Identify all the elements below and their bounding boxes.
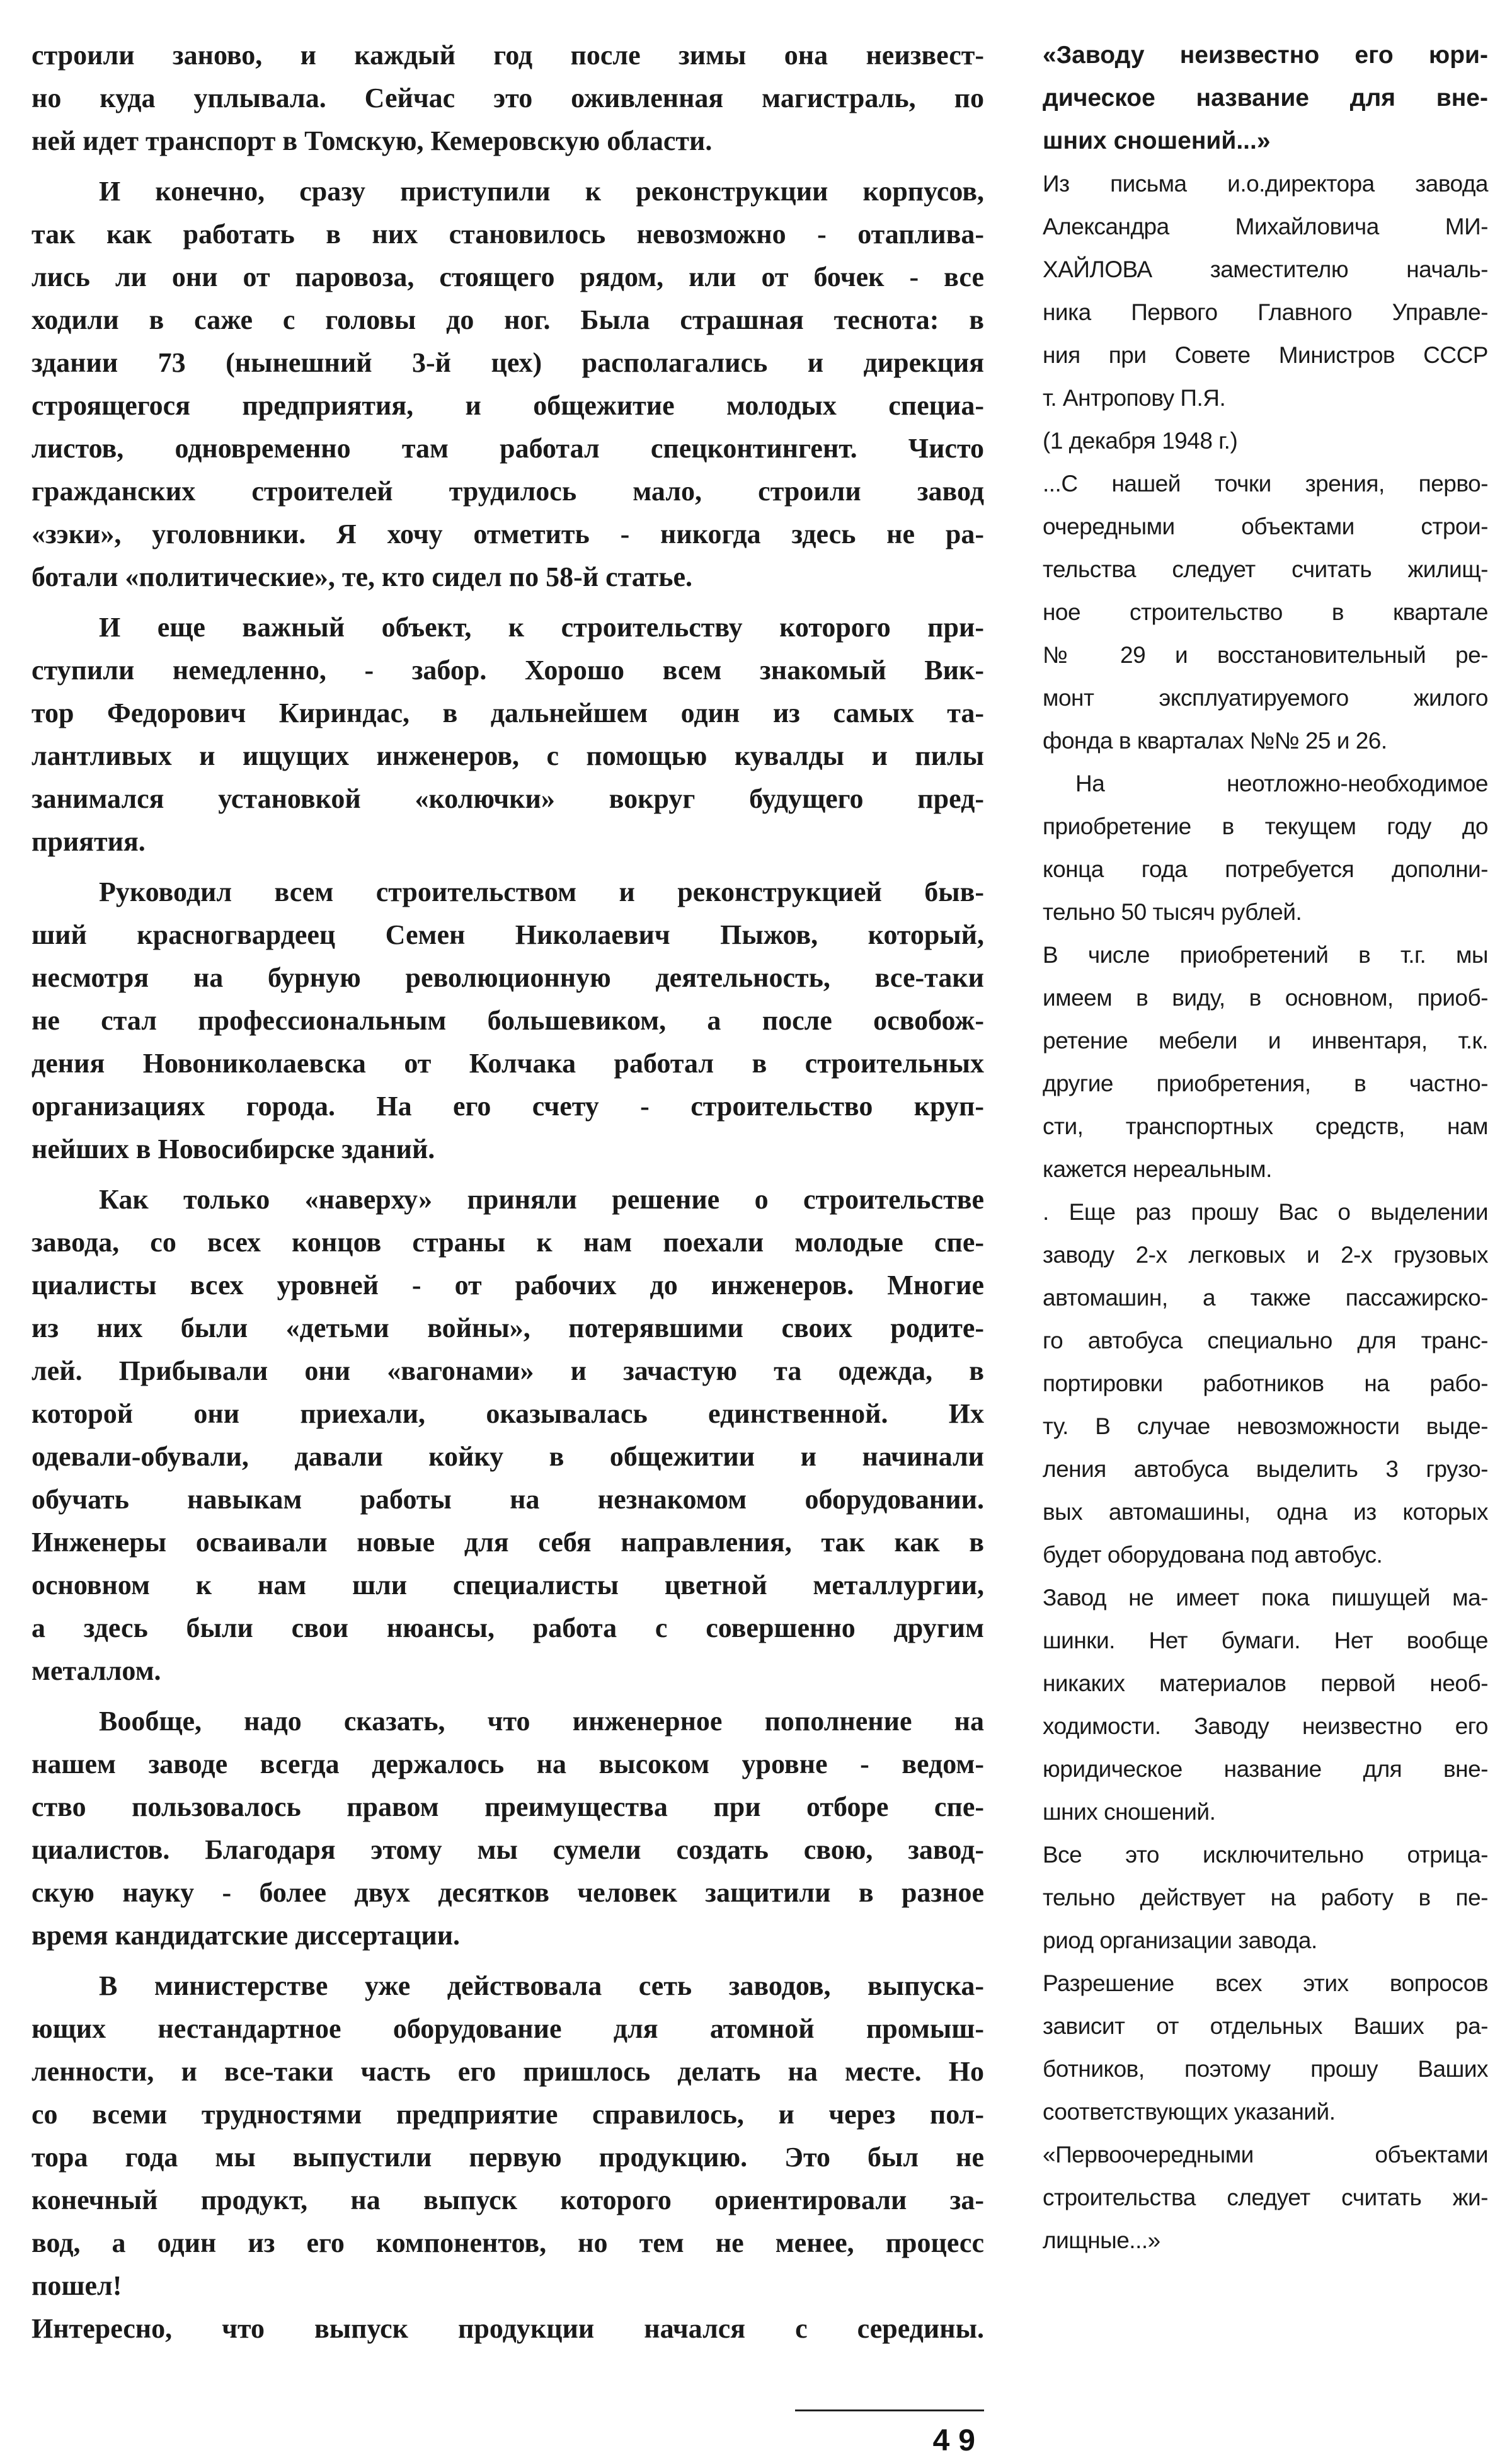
text-line: лищные...» bbox=[1043, 2227, 1160, 2253]
text-line: «Заводу неизвестно его юри- bbox=[1043, 42, 1488, 69]
text-line: так как работать в них становилось невозможно - отаплива- bbox=[32, 219, 984, 250]
text-line: Инженеры осваивали новые для себя направления, так как в bbox=[32, 1527, 984, 1558]
text-line: приятия. bbox=[32, 826, 146, 857]
text-line: лись ли они от паровоза, стоящего рядом, или от бочек - все bbox=[32, 261, 984, 292]
text-line: сти, транспортных средств, нам bbox=[1043, 1113, 1488, 1139]
text-line: фонда в кварталах №№ 25 и 26. bbox=[1043, 728, 1387, 754]
text-line: На неотложно-необходимое bbox=[1075, 771, 1488, 796]
text-line: ления автобуса выделить 3 грузо- bbox=[1043, 1456, 1488, 1482]
text-line: ленности, и все-таки часть его пришлось делать на месте. Но bbox=[32, 2056, 984, 2087]
text-line: листов, одновременно там работал спецконтингент. Чисто bbox=[32, 433, 984, 464]
text-line: Интересно, что выпуск продукции начался с середины. bbox=[32, 2313, 984, 2344]
text-line: ший красногвардеец Семен Николаевич Пыжов, который, bbox=[32, 919, 984, 950]
text-line: ющих нестандартное оборудование для атомной промыш- bbox=[32, 2013, 984, 2044]
text-line: автомашин, а также пассажирско- bbox=[1043, 1285, 1488, 1311]
text-line: портировки работников на рабо- bbox=[1043, 1370, 1488, 1396]
paragraph bbox=[32, 170, 984, 599]
text-line: другие приобретения, в частно- bbox=[1043, 1071, 1488, 1096]
text-line: В числе приобретений в т.г. мы bbox=[1043, 942, 1488, 968]
text-line: (1 декабря 1948 г.) bbox=[1043, 428, 1238, 454]
text-line: шних сношений...» bbox=[1043, 127, 1271, 154]
text-line: ней идет транспорт в Томскую, Кемеровскую области. bbox=[32, 125, 713, 156]
text-line: ходили в саже с головы до ног. Была страшная теснота: в bbox=[32, 304, 984, 335]
sidebar-heading bbox=[1043, 34, 1488, 163]
paragraph bbox=[1043, 1191, 1488, 1576]
text-line: со всеми трудностями предприятие справилось, и через пол- bbox=[32, 2099, 984, 2130]
text-line: . Еще раз прошу Вас о выделении bbox=[1043, 1199, 1488, 1225]
text-line: вод, а один из его компонентов, но тем не менее, процесс bbox=[32, 2227, 984, 2258]
text-line: лей. Прибывали они «вагонами» и зачастую та одежда, в bbox=[32, 1355, 984, 1386]
text-line: основном к нам шли специалисты цветной металлургии, bbox=[32, 1570, 984, 1600]
text-line: Из письма и.о.директора завода bbox=[1043, 171, 1488, 197]
text-line: Руководил всем строительством и реконструкцией быв- bbox=[99, 876, 984, 907]
text-line: ботников, поэтому прошу Ваших bbox=[1043, 2056, 1488, 2082]
text-line: «зэки», уголовники. Я хочу отметить - никогда здесь не ра- bbox=[32, 519, 984, 549]
text-line: циалистов. Благодаря этому мы сумели создать свою, завод- bbox=[32, 1834, 984, 1865]
text-line: И конечно, сразу приступили к реконструкции корпусов, bbox=[99, 176, 984, 207]
text-line: ту. В случае невозможности выде- bbox=[1043, 1413, 1488, 1439]
text-line: строящегося предприятия, и общежитие молодых специа- bbox=[32, 390, 984, 421]
text-line: имеем в виду, в основном, приоб- bbox=[1043, 985, 1488, 1011]
paragraph bbox=[32, 606, 984, 863]
text-line: ХАЙЛОВА заместителю началь- bbox=[1043, 256, 1488, 282]
text-line: шинки. Нет бумаги. Нет вообще bbox=[1043, 1628, 1488, 1653]
paragraph bbox=[32, 871, 984, 1171]
text-line: тора года мы выпустили первую продукцию. Это был не bbox=[32, 2142, 984, 2173]
text-line: завода, со всех концов страны к нам поехали молодые спе- bbox=[32, 1227, 984, 1258]
text-line: будет оборудована под автобус. bbox=[1043, 1542, 1383, 1568]
paragraph bbox=[1043, 934, 1488, 1191]
text-line: ретение мебели и инвентаря, т.к. bbox=[1043, 1028, 1488, 1054]
text-line: Вообще, надо сказать, что инженерное пополнение на bbox=[99, 1706, 984, 1737]
text-line: циалисты всех уровней - от рабочих до инженеров. Многие bbox=[32, 1270, 984, 1301]
text-line: скую науку - более двух десятков человек защитили в разное bbox=[32, 1877, 984, 1908]
main-article-column bbox=[32, 34, 984, 2358]
paragraph bbox=[1043, 2134, 1488, 2262]
page-number: 49 bbox=[932, 2424, 984, 2457]
text-line: И еще важный объект, к строительству которого при- bbox=[99, 612, 984, 643]
text-line: строили заново, и каждый год после зимы она неизвест- bbox=[32, 40, 984, 71]
paragraph bbox=[1043, 462, 1488, 762]
text-line: кажется нереальным. bbox=[1043, 1156, 1272, 1182]
text-line: № 29 и восстановительный ре- bbox=[1043, 642, 1488, 668]
footer-rule bbox=[795, 2409, 984, 2411]
text-line: нейших в Новосибирске зданий. bbox=[32, 1134, 435, 1164]
text-line: Все это исключительно отрица- bbox=[1043, 1842, 1488, 1868]
text-line: тельно 50 тысяч рублей. bbox=[1043, 899, 1302, 925]
text-line: ботали «политические», те, кто сидел по 58-й статье. bbox=[32, 561, 693, 592]
paragraph bbox=[1043, 1962, 1488, 2134]
text-line: зависит от отдельных Ваших ра- bbox=[1043, 2013, 1488, 2039]
paragraph bbox=[32, 1178, 984, 1692]
text-line: пошел! bbox=[32, 2270, 122, 2301]
text-line: ное строительство в квартале bbox=[1043, 599, 1488, 625]
text-line: здании 73 (нынешний 3-й цех) располагались и дирекция bbox=[32, 347, 984, 378]
text-line: не стал профессиональным большевиком, а после освобож- bbox=[32, 1005, 984, 1036]
text-line: организациях города. На его счету - строительство круп- bbox=[32, 1091, 984, 1122]
text-line: «Первоочередными объектами bbox=[1043, 2142, 1488, 2168]
text-line: В министерстве уже действовала сеть заводов, выпуска- bbox=[99, 1970, 984, 2001]
text-line: т. Антропову П.Я. bbox=[1043, 385, 1226, 411]
text-line: шних сношений. bbox=[1043, 1799, 1216, 1825]
text-line: строительства следует считать жи- bbox=[1043, 2185, 1488, 2210]
paragraph bbox=[1043, 1576, 1488, 1834]
text-line: Как только «наверху» приняли решение о строительстве bbox=[99, 1184, 984, 1215]
paragraph bbox=[32, 1700, 984, 1957]
text-line: конца года потребуется дополни- bbox=[1043, 856, 1488, 882]
text-line: тельно действует на работу в пе- bbox=[1043, 1885, 1488, 1910]
text-line: соответствующих указаний. bbox=[1043, 2099, 1336, 2125]
paragraph bbox=[1043, 1834, 1488, 1962]
text-line: несмотря на бурную революционную деятельность, все-таки bbox=[32, 962, 984, 993]
text-line: время кандидатские диссертации. bbox=[32, 1920, 461, 1951]
text-line: заводу 2-х легковых и 2-х грузовых bbox=[1043, 1242, 1488, 1268]
text-line: приобретение в текущем году до bbox=[1043, 813, 1488, 839]
text-line: из них были «детьми войны», потерявшими своих родите- bbox=[32, 1312, 984, 1343]
text-line: тор Федорович Кириндас, в дальнейшем один из самых та- bbox=[32, 698, 984, 728]
paragraph bbox=[1043, 420, 1488, 462]
paragraph bbox=[1043, 762, 1488, 934]
text-line: лантливых и ищущих инженеров, с помощью кувалды и пилы bbox=[32, 740, 984, 771]
text-line: ходимости. Заводу неизвестно его bbox=[1043, 1713, 1488, 1739]
text-line: которой они приехали, оказывалась единственной. Их bbox=[32, 1398, 984, 1429]
text-line: риод организации завода. bbox=[1043, 1927, 1317, 1953]
text-line: ника Первого Главного Управле- bbox=[1043, 299, 1488, 325]
text-line: ство пользовалось правом преимущества при отборе спе- bbox=[32, 1791, 984, 1822]
text-line: никаких материалов первой необ- bbox=[1043, 1670, 1488, 1696]
text-line: Разрешение всех этих вопросов bbox=[1043, 1970, 1488, 1996]
text-line: а здесь были свои нюансы, работа с совершенно другим bbox=[32, 1612, 984, 1643]
text-line: гражданских строителей трудилось мало, строили завод bbox=[32, 476, 984, 507]
text-line: дения Новониколаевска от Колчака работал в строительных bbox=[32, 1048, 984, 1079]
text-line: обучать навыкам работы на незнакомом оборудовании. bbox=[32, 1484, 984, 1515]
text-line: очередными объектами строи- bbox=[1043, 514, 1488, 539]
text-line: металлом. bbox=[32, 1655, 161, 1686]
text-line: ...С нашей точки зрения, перво- bbox=[1043, 471, 1488, 497]
text-line: но куда уплывала. Сейчас это оживленная магистраль, по bbox=[32, 83, 984, 113]
text-line: ступили немедленно, - забор. Хорошо всем знакомый Вик- bbox=[32, 655, 984, 686]
text-line: нашем заводе всегда держалось на высоком уровне - ведом- bbox=[32, 1749, 984, 1779]
text-line: дическое название для вне- bbox=[1043, 84, 1488, 112]
letter-excerpt-sidebar bbox=[1043, 34, 1488, 2262]
text-line: тельства следует считать жилищ- bbox=[1043, 556, 1488, 582]
text-line: вых автомашины, одна из которых bbox=[1043, 1499, 1488, 1525]
text-line: одевали-обували, давали койку в общежитии и начинали bbox=[32, 1441, 984, 1472]
text-line: юридическое название для вне- bbox=[1043, 1756, 1488, 1782]
text-line: монт эксплуатируемого жилого bbox=[1043, 685, 1488, 711]
text-line: Александра Михайловича МИ- bbox=[1043, 214, 1488, 239]
text-line: ния при Совете Министров СССР bbox=[1043, 342, 1488, 368]
text-line: Завод не имеет пока пишущей ма- bbox=[1043, 1585, 1488, 1611]
paragraph bbox=[1043, 163, 1488, 420]
text-line: занимался установкой «колючки» вокруг будущего пред- bbox=[32, 783, 984, 814]
paragraph bbox=[32, 34, 984, 163]
text-line: го автобуса специально для транс- bbox=[1043, 1328, 1488, 1353]
text-line: конечный продукт, на выпуск которого ориентировали за- bbox=[32, 2185, 984, 2215]
paragraph bbox=[32, 1965, 984, 2350]
